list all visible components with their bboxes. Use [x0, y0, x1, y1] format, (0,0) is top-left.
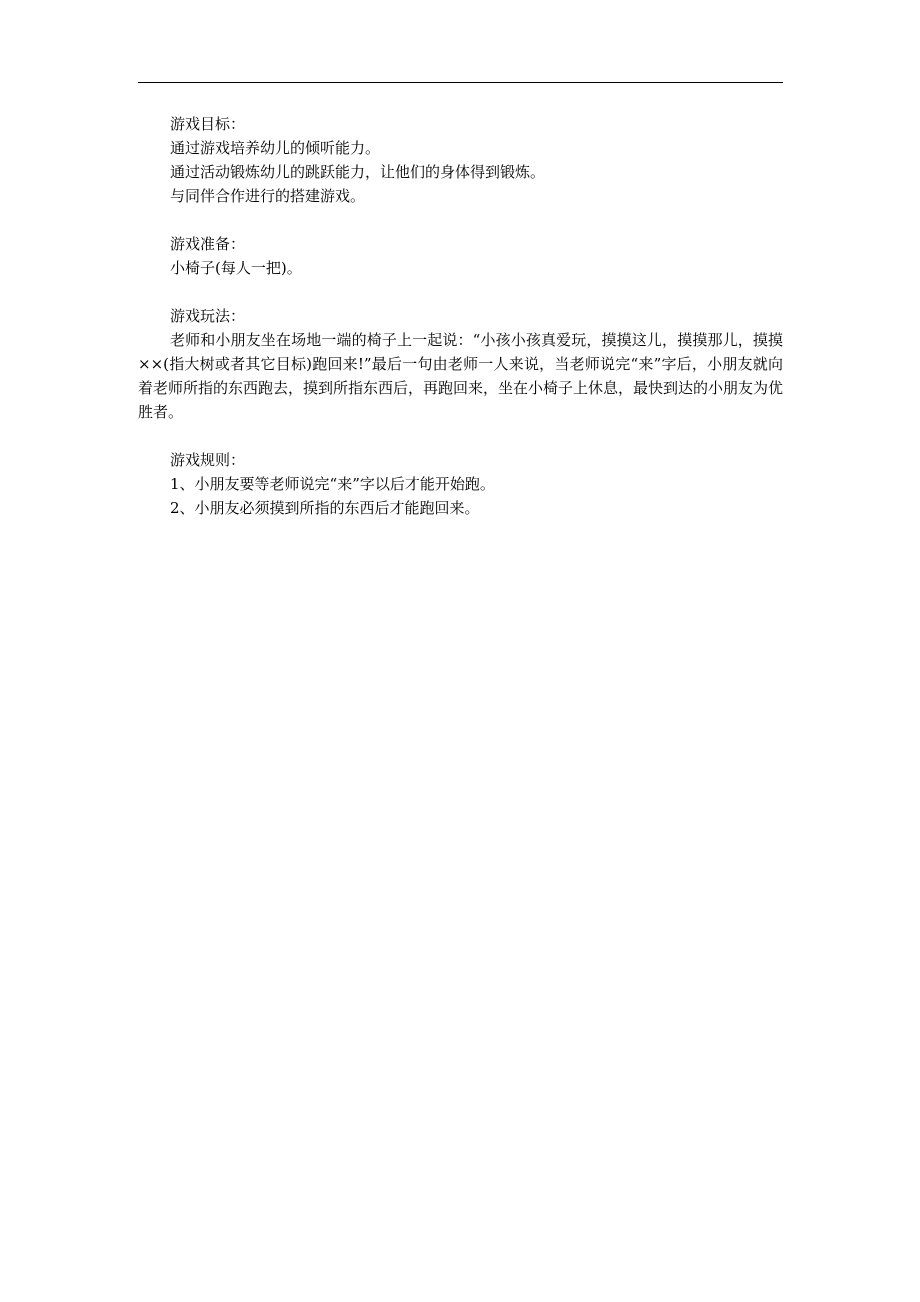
prep-heading: 游戏准备：	[170, 235, 246, 253]
prep-item: 小椅子(每人一把)。	[170, 259, 302, 277]
section-gap	[138, 424, 786, 448]
rules-item: 1、小朋友要等老师说完“来”字以后才能开始跑。	[170, 475, 495, 493]
header-rule	[138, 82, 783, 83]
rules-heading: 游戏规则：	[170, 451, 246, 469]
play-heading: 游戏玩法：	[170, 307, 246, 325]
goal-item: 通过活动锻炼幼儿的跳跃能力，让他们的身体得到锻炼。	[170, 163, 546, 181]
play-paragraph: 老师和小朋友坐在场地一端的椅子上一起说：“小孩小孩真爱玩，摸摸这儿，摸摸那儿，摸摸××(指大树或者其它目标)跑回来!”最后一句由老师一人来说，当老师说完“来”字后，小朋友就向着老师所指的东西跑去，摸到所指东西后，再跑回来，坐在小椅子上休息，最快到达的小朋友为优胜者。	[138, 331, 784, 421]
section-gap	[138, 280, 786, 304]
goal-item: 与同伴合作进行的搭建游戏。	[170, 187, 366, 205]
section-gap	[138, 208, 786, 232]
goal-item: 通过游戏培养幼儿的倾听能力。	[170, 139, 381, 157]
goal-heading: 游戏目标：	[170, 115, 246, 133]
rules-item: 2、小朋友必须摸到所指的东西后才能跑回来。	[170, 499, 480, 517]
document-body	[138, 112, 786, 520]
